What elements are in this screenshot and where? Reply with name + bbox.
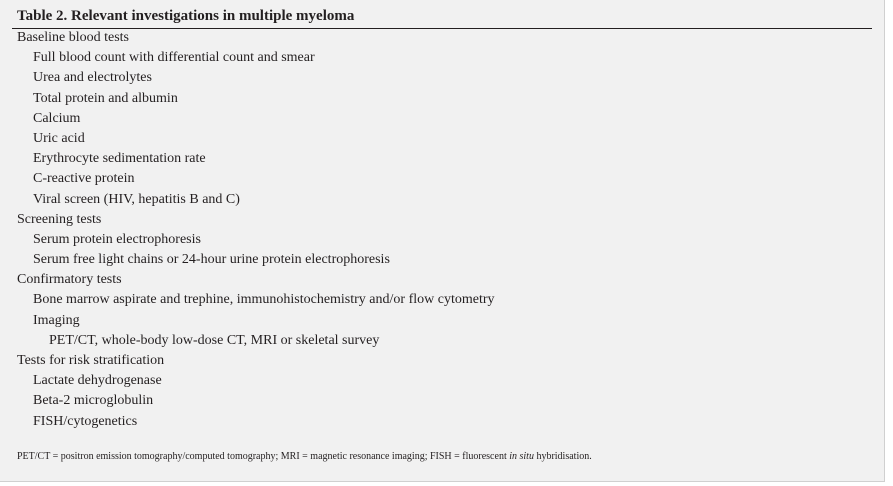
- table-row: Lactate dehydrogenase: [33, 373, 162, 389]
- table-body: [0, 28, 880, 432]
- footnote-text: PET/CT = positron emission tomography/computed tomography; MRI = magnetic resonance imaging; FISH = fluorescent: [17, 451, 510, 462]
- table-title: Table 2. Relevant investigations in multiple myeloma: [17, 8, 355, 24]
- table-row: PET/CT, whole-body low-dose CT, MRI or skeletal survey: [49, 332, 380, 348]
- table-row: Calcium: [33, 110, 81, 126]
- table-row: Full blood count with differential count and smear: [33, 50, 315, 66]
- table-row: Beta-2 microglobulin: [33, 393, 154, 409]
- table-row: Viral screen (HIV, hepatitis B and C): [33, 191, 240, 207]
- table-row: C-reactive protein: [33, 171, 135, 187]
- table-row: Bone marrow aspirate and trephine, immunohistochemistry and/or flow cytometry: [33, 292, 495, 308]
- table-row: Baseline blood tests: [17, 30, 129, 45]
- table-row: Urea and electrolytes: [33, 70, 152, 86]
- footnote-text-end: hybridisation.: [533, 451, 592, 462]
- table-row: Tests for risk stratification: [17, 353, 165, 368]
- table-row: Total protein and albumin: [33, 90, 178, 106]
- table-row: Uric acid: [33, 130, 85, 146]
- table-row: Serum free light chains or 24-hour urine protein electrophoresis: [33, 252, 390, 268]
- table-row: Serum protein electrophoresis: [33, 231, 201, 247]
- table-footnote: [17, 450, 592, 464]
- table-row: Erythrocyte sedimentation rate: [33, 151, 206, 167]
- table-row: FISH/cytogenetics: [33, 413, 138, 429]
- footnote-italic: in situ: [509, 451, 534, 462]
- table-row: Confirmatory tests: [17, 272, 122, 288]
- table-row: Imaging: [33, 312, 80, 328]
- table-row: Screening tests: [17, 211, 102, 227]
